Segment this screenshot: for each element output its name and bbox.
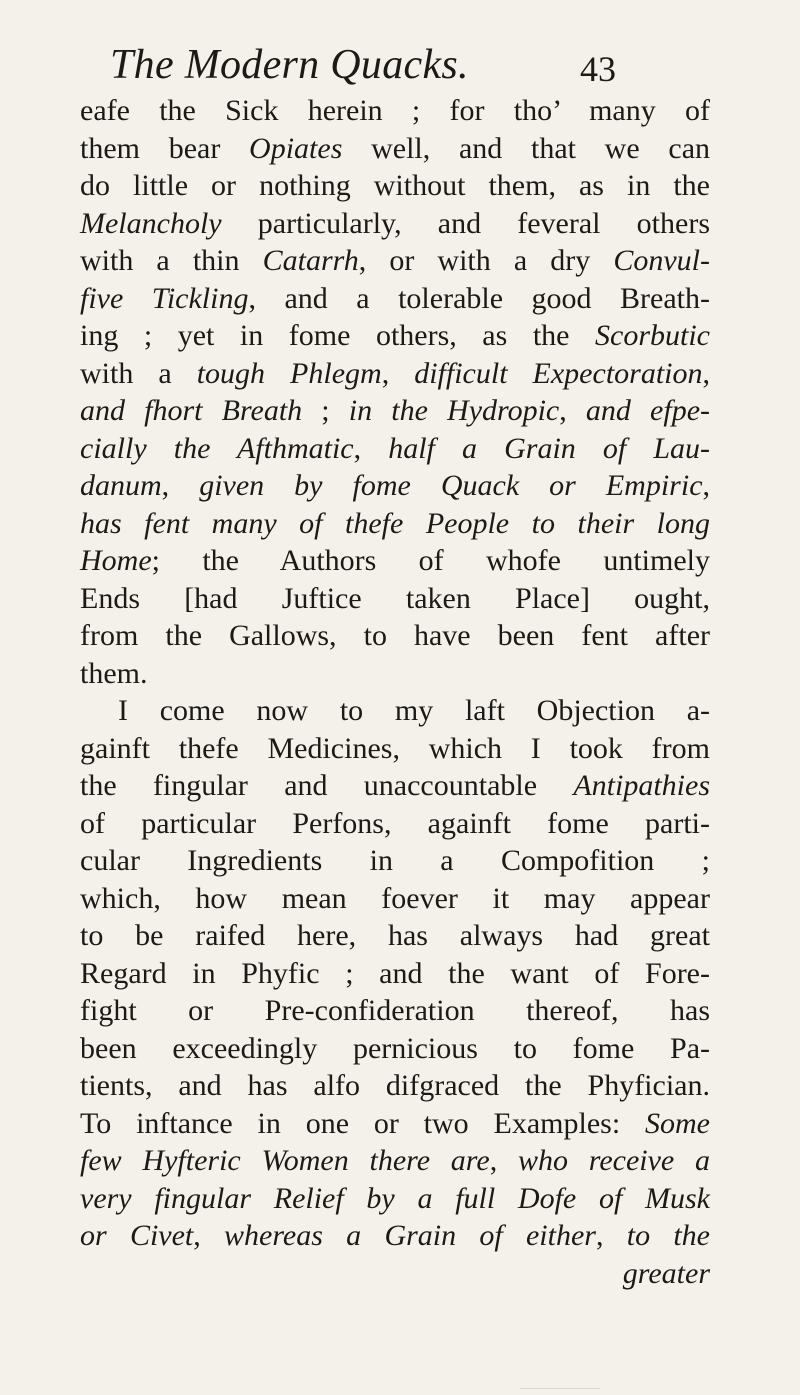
text-run: I come now to my laft Objection a- <box>118 694 710 727</box>
italic-text: tough Phlegm <box>196 356 382 390</box>
text-run: , <box>595 1219 627 1252</box>
text-line <box>80 542 710 580</box>
text-run: from the Gallows, to have been fent after <box>80 619 710 652</box>
text-line <box>80 467 710 505</box>
italic-text: difficult Expectoration <box>414 356 703 390</box>
italic-text: Scorbutic <box>595 319 710 352</box>
text-line <box>80 1180 710 1218</box>
text-run: , <box>702 469 711 502</box>
italic-text: very fingular Relief by a full Dofe of Musk <box>80 1181 710 1215</box>
text-line <box>80 242 710 280</box>
text-line <box>80 317 710 355</box>
text-line <box>80 167 710 205</box>
catchword-line <box>80 1255 710 1293</box>
text-line <box>80 1142 710 1180</box>
italic-text: has fent many of thefe People to their long <box>80 506 710 540</box>
page-number: 43 <box>580 49 616 89</box>
italic-text: cially the Afthmatic <box>80 431 354 465</box>
text-line <box>80 580 710 618</box>
text-run: To inftance in one or two Examples: <box>80 1106 646 1140</box>
text-run: which, how mean foever it may appear <box>80 881 710 915</box>
text-run: the fingular and unaccountable <box>80 769 574 802</box>
text-line <box>80 730 710 768</box>
body-text <box>80 92 710 1292</box>
italic-text: Catarrh <box>262 244 359 277</box>
italic-text: Home <box>80 544 152 577</box>
page-edge-mark <box>520 1378 600 1389</box>
text-run: , or with a dry <box>358 244 614 277</box>
text-run: , <box>353 431 389 465</box>
text-line <box>80 130 710 168</box>
running-head: The Modern Quacks. <box>110 42 469 88</box>
text-run: , <box>381 356 415 390</box>
italic-text: Melancholy <box>80 206 222 240</box>
text-run: , <box>559 394 586 427</box>
text-line <box>80 992 710 1030</box>
catchword: greater <box>622 1256 710 1290</box>
italic-text: Opiates <box>249 131 343 165</box>
text-run: tients, and has alfo difgraced the Phyfician. <box>80 1069 710 1102</box>
italic-text: Convul- <box>613 244 710 277</box>
text-run: cular Ingredients in a Compofition ; <box>80 844 710 877</box>
text-line <box>80 767 710 805</box>
text-run: ; the Authors of whofe untimely <box>151 544 710 577</box>
text-line <box>80 280 710 318</box>
text-line <box>80 355 710 393</box>
text-run: ; <box>302 394 349 427</box>
text-line <box>80 1030 710 1068</box>
italic-text: few Hyfteric Women there are <box>80 1144 490 1177</box>
text-line <box>80 917 710 955</box>
text-line <box>80 430 710 468</box>
text-run: ing ; yet in fome others, as the <box>80 319 596 352</box>
italic-text: given by fome Quack or Empiric <box>199 469 703 502</box>
text-run: with a <box>80 356 197 390</box>
text-run: , <box>702 356 710 390</box>
text-run: do little or nothing without them, as in the <box>80 169 710 202</box>
text-run: to be raifed here, has always had great <box>80 919 710 952</box>
text-run: eafe the Sick herein ; for tho’ many of <box>80 94 710 127</box>
text-line <box>80 205 710 243</box>
text-run: them. <box>80 656 148 690</box>
italic-text: or Civet <box>80 1219 194 1252</box>
text-line <box>80 1217 710 1255</box>
text-line <box>80 692 710 730</box>
text-run: particularly, and feveral others <box>221 206 710 240</box>
text-run: , and a tolerable good Breath- <box>248 281 710 315</box>
italic-text: danum <box>80 469 162 502</box>
text-line <box>80 805 710 843</box>
text-line <box>80 505 710 543</box>
italic-text: in the Hydropic <box>348 394 560 427</box>
italic-text: who receive a <box>517 1144 711 1177</box>
text-line <box>80 617 710 655</box>
text-run: of particular Perfons, againft fome parti- <box>80 806 710 840</box>
page-header <box>110 40 670 90</box>
text-line <box>80 655 710 693</box>
italic-text: half a Grain of Lau- <box>388 431 711 465</box>
text-line <box>80 392 710 430</box>
text-line <box>80 880 710 918</box>
text-run: , <box>161 469 200 502</box>
italic-text: Antipathies <box>573 769 710 802</box>
text-run: , <box>193 1219 225 1252</box>
text-line <box>80 1067 710 1105</box>
italic-text: five Tickling <box>80 281 249 315</box>
text-line <box>80 1105 710 1143</box>
text-run: been exceedingly pernicious to fome Pa- <box>80 1031 710 1065</box>
text-run: well, and that we can <box>342 131 711 165</box>
text-run: Regard in Phyfic ; and the want of Fore- <box>80 956 710 990</box>
text-run: , <box>489 1144 518 1177</box>
text-run: them bear <box>80 131 250 165</box>
text-run: Ends [had Juftice taken Place] ought, <box>80 581 710 615</box>
italic-text: and fhort Breath <box>80 394 303 427</box>
text-line <box>80 842 710 880</box>
italic-text: and efpe- <box>585 394 711 427</box>
italic-text: Some <box>645 1106 710 1140</box>
text-run: gainft thefe Medicines, which I took from <box>80 731 710 765</box>
text-line <box>80 92 710 130</box>
text-run: with a thin <box>80 244 263 277</box>
text-run: fight or Pre-confideration thereof, has <box>80 994 710 1027</box>
italic-text: whereas a Grain of either <box>224 1219 596 1252</box>
text-line <box>80 955 710 993</box>
italic-text: to the <box>626 1219 710 1252</box>
